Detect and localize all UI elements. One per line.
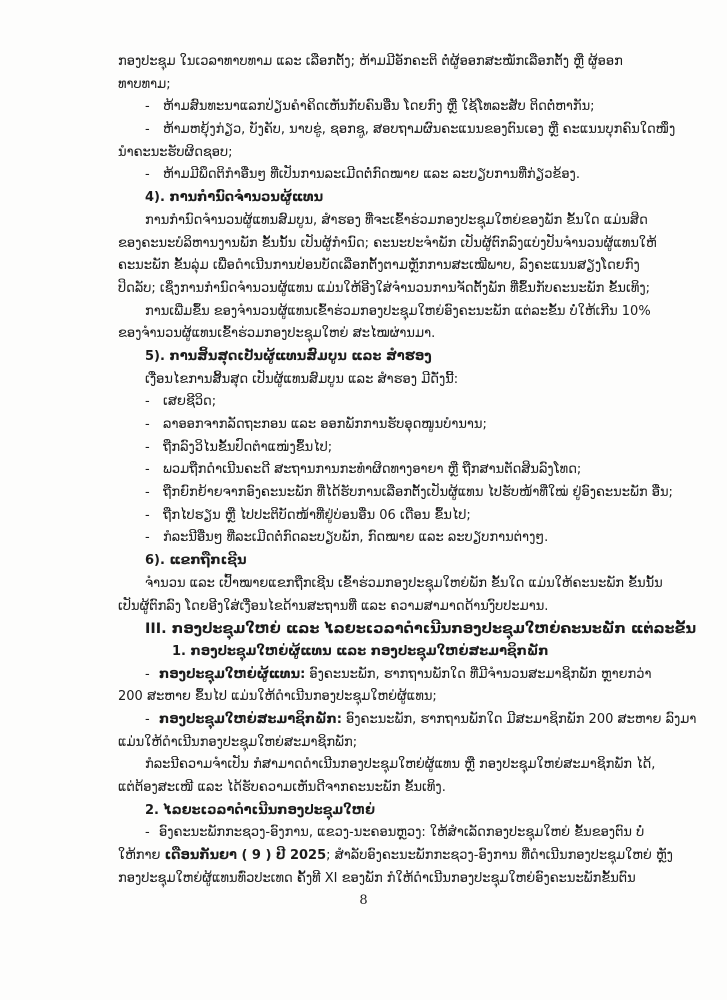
list-item-continuation: 200 ສະຫາຍ ຂຶ້ນໄປ ແມ່ນໃຫ້ດຳເນີນກອງປະຊຸມໃຫຍ່ຜູ້ແທນ; xyxy=(118,689,437,705)
paragraph-line: ເປັນຜູ້ຕົກລົງ ໂດຍອີງໃສ່ເງື່ອນໄຂດ້ານສະຖານທີ່ ແລະ ຄວາມສາມາດດ້ານງົບປະມານ. xyxy=(118,598,549,614)
list-item-text: ຖືກໄປຮຽນ ຫຼື ໄປປະຕິບັດໜ້າທີ່ຢູ່ບ່ອນອື່ນ 06 ເດືອນ ຂຶ້ນໄປ; xyxy=(163,507,471,523)
list-item-label: ກອງປະຊຸມໃຫຍ່ຜູ້ແທນ: xyxy=(159,666,306,682)
bullet-marker: - xyxy=(145,167,150,183)
list-item-text: ເສຍຊີວິດ; xyxy=(163,394,217,410)
list-item xyxy=(0,664,727,687)
list-item-text: ຖືກຍົກຍ້າຍຈາກອົງຄະນະພັກ ທີ່ໄດ້ຮັບການເລືອກຕັ້ງເປັນຜູ້ແທນ ໄປຮັບໜ້າທີ່ໃໝ່ ຢູ່ອົງຄະນະພັກ ອື່ນ; xyxy=(163,485,673,501)
list-item xyxy=(0,709,727,732)
deadline-date: ເດືອນກັນຍາ ( 9 ) ປີ 2025 xyxy=(164,848,327,864)
list-item-text: ລາອອກຈາກລັດຖະກອນ ແລະ ອອກພັກການຮັບອຸດໜູນບຳນານ; xyxy=(163,417,487,432)
list-item-text: ກໍລະນີອື່ນໆ ທີ່ລະເມີດຕໍ່ກົດລະບຽບພັກ, ກົດໝາຍ ແລະ ລະບຽບການຕ່າງໆ. xyxy=(163,530,549,546)
subsection-heading: 1. ກອງປະຊຸມໃຫຍ່ຜູ້ແທນ ແລະ ກອງປະຊຸມໃຫຍ່ສະມາຊິກພັກ xyxy=(172,643,549,659)
section-heading: 4). ການກຳນົດຈຳນວນຜູ້ແທນ xyxy=(145,190,324,206)
list-item-continuation: ແມ່ນໃຫ້ດຳເນີນກອງປະຊຸມໃຫຍ່ສະມາຊິກພັກ; xyxy=(118,734,358,750)
section-heading: 6). ແຂກຖືກເຊີນ xyxy=(145,553,247,569)
paragraph-line: ຂອງຈຳນວນຜູ້ແທນເຂົ້າຮ່ວມກອງປະຊຸມໃຫຍ່ ສະໄໝຜ່ານມາ. xyxy=(118,326,436,342)
paragraph-line: ການກຳນົດຈຳນວນຜູ້ແທນສົມບູນ, ສຳຮອງ ທີ່ຈະເຂົ້າຮ່ວມກອງປະຊຸມໃຫຍ່ຂອງພັກ ຂັ້ນໃດ ແມ່ນສິດ xyxy=(145,212,648,228)
list-item-text: ອົງຄະນະພັກ, ຮາກຖານພັກໃດ ທີ່ມີຈຳນວນສະມາຊິກພັກ ຫຼາຍກວ່າ xyxy=(305,666,652,682)
list-item-continuation xyxy=(0,845,727,868)
text-line: ກອງປະຊຸມ ໃນເວລາທາບທາມ ແລະ ເລືອກຕັ້ງ; ຫ້າມມີອັກຄະຕິ ຕໍ່ຜູ້ອອກສະໝັກເລືອກຕັ້ງ ຫຼື ຜູ້ອອກ xyxy=(118,54,623,69)
bullet-marker: - xyxy=(145,99,150,115)
list-item-label: ກອງປະຊຸມໃຫຍ່ສະມາຊິກພັກ: xyxy=(159,711,342,727)
paragraph-line: ປິດລັບ; ເຊິ່ງການກຳນົດຈຳນວນຜູ້ແທນ ແມ່ນໃຫ້ອີງໃສ່ຈຳນວນການຈັດຕັ້ງພັກ ທີ່ຂຶ້ນກັບຄະນະພັກ ຂັ້ນເທິງ; xyxy=(118,280,650,296)
bullet-marker: - xyxy=(145,439,150,455)
text-line: ທາບທາມ; xyxy=(118,76,171,92)
page-body xyxy=(0,51,727,913)
paragraph-line: ກໍລະນີຄວາມຈຳເປັນ ກໍສາມາດດຳເນີນກອງປະຊຸມໃຫຍ່ຜູ້ແທນ ຫຼື ກອງປະຊຸມໃຫຍ່ສະມາຊິກພັກ ໄດ້, xyxy=(145,757,656,773)
bullet-marker: - xyxy=(145,485,150,501)
list-item-text: ອົງຄະນະພັກ, ຮາກຖານພັກໃດ ມີສະມາຊິກພັກ 200 ສະຫາຍ ລົງມາ xyxy=(341,711,697,727)
list-item xyxy=(0,822,727,845)
list-item xyxy=(0,119,727,142)
list-item-text: ຫ້າມຫຍຸ້ງກ່ຽວ, ບັງຄັບ, ນາບຂູ່, ຊອກຊູ, ສອບຖາມຜົນຄະແນນຂອງຕົນເອງ ຫຼື ຄະແນນບຸກຄົນໃດໜຶ່ງ xyxy=(163,122,676,138)
list-item xyxy=(0,437,727,460)
bullet-marker: - xyxy=(145,530,150,546)
subsection-heading: 2. ໄລຍະເວລາດຳເນີນກອງປະຊຸມໃຫຍ່ xyxy=(145,802,376,818)
list-item-text: ຖືກລົງວິໄນຂັ້ນປົດຕຳແໜ່ງຂຶ້ນໄປ; xyxy=(163,439,333,455)
paragraph-line: ການເພີ່ມຂຶ້ນ ຂອງຈຳນວນຜູ້ແທນເຂົ້າຮ່ວມກອງປະຊຸມໃຫຍ່ອົງຄະນະພັກ ແຕ່ລະຂັ້ນ ບໍ່ໃຫ້ເກີນ 10% xyxy=(145,303,651,319)
list-item xyxy=(0,459,727,482)
list-item xyxy=(0,414,727,437)
list-item xyxy=(0,96,727,119)
list-item xyxy=(0,482,727,505)
paragraph-line: ເງື່ອນໄຂການສິ້ນສຸດ ເປັນຜູ້ແທນສົມບູນ ແລະ ສຳຮອງ ມີດັ່ງນີ້: xyxy=(145,371,459,387)
bullet-marker: - xyxy=(145,122,150,138)
bullet-marker: - xyxy=(145,825,150,841)
bullet-marker: - xyxy=(145,666,150,682)
bullet-marker: - xyxy=(145,462,150,478)
bullet-marker: - xyxy=(145,417,150,432)
page-number: 8 xyxy=(359,893,368,909)
paragraph-line: ຄະນະພັກ ຂັ້ນລຸ່ມ ເພື່ອດຳເນີນການປ່ອນບັດເລືອກຕັ້ງຕາມຫຼັກການສະເໝີພາບ, ລົງຄະແນນສຽງໂດຍກົງ xyxy=(118,258,640,274)
list-item xyxy=(0,527,727,550)
part-heading: III. ກອງປະຊຸມໃຫຍ່ ແລະ ໄລຍະເວລາດຳເນີນກອງປະຊຸມໃຫຍ່ຄະນະພັກ ແຕ່ລະຂັ້ນ xyxy=(145,621,697,638)
bullet-marker: - xyxy=(145,394,150,410)
list-item-continuation: ນຳຄະນະຮັບຜິດຊອບ; xyxy=(118,144,233,160)
list-item-text: ພວມຖືກດຳເນີນຄະດີ ສະຖານການກະທຳຜິດທາງອາຍາ ຫຼື ຖືກສານຕັດສິນລົງໂທດ; xyxy=(163,462,582,478)
list-item-continuation: ກອງປະຊຸມໃຫຍ່ຜູ້ແທນທົ່ວປະເທດ ຄັ້ງທີ XI ຂອງພັກ ກໍໃຫ້ດຳເນີນກອງປະຊຸມໃຫຍ່ອົງຄະນະພັກຂັ້ນຕົນ xyxy=(118,870,636,886)
text-fragment: ໃຫ້ກາຍ xyxy=(118,848,165,864)
bullet-marker: - xyxy=(145,507,150,523)
list-item-text: ຫ້າມມີພຶດຕິກຳອື່ນໆ ທີ່ເປັນການລະເມີດຕໍ່ກົດໝາຍ ແລະ ລະບຽບການທີ່ກ່ຽວຂ້ອງ. xyxy=(163,167,580,183)
paragraph-line: ຈຳນວນ ແລະ ເປົ້າໝາຍແຂກຖືກເຊີນ ເຂົ້າຮ່ວມກອງປະຊຸມໃຫຍ່ພັກ ຂັ້ນໃດ ແມ່ນໃຫ້ຄະນະພັກ ຂັ້ນນັ້ນ xyxy=(145,575,663,591)
list-item-text: ອົງຄະນະພັກກະຊວງ-ອົງການ, ແຂວງ-ນະຄອນຫຼວງ: ໃຫ້ສຳເລັດກອງປະຊຸມໃຫຍ່ ຂັ້ນຂອງຕົນ ບໍ່ xyxy=(159,825,645,841)
list-item-text: ຫ້າມສົນທະນາແລກປ່ຽນຄຳຄິດເຫັນກັບຄົນອື່ນ ໂດຍກົງ ຫຼື ໃຊ້ໂທລະສັບ ຕິດຕໍ່ຫາກັນ; xyxy=(163,99,595,115)
paragraph-line: ຂອງຄະນະບໍລິຫານງານພັກ ຂັ້ນນັ້ນ ເປັນຜູ້ກຳນົດ; ຄະນະປະຈຳພັກ ເປັນຜູ້ຕົກລົງແບ່ງປັນຈຳນວນຜູ້ແທນໃຫ້ xyxy=(118,235,657,251)
list-item xyxy=(0,164,727,187)
list-item xyxy=(0,391,727,414)
bullet-marker: - xyxy=(145,711,150,727)
paragraph-line: ແຕ່ຕ້ອງສະເໜີ ແລະ ໄດ້ຮັບຄວາມເຫັນດີຈາກຄະນະພັກ ຂັ້ນເທິງ. xyxy=(118,780,446,795)
list-item xyxy=(0,505,727,528)
text-fragment: ; ສຳລັບອົງຄະນະພັກກະຊວງ-ອົງການ ທີ່ດຳເນີນກອງປະຊຸມໃຫຍ່ ຫຼັງ xyxy=(326,848,673,864)
section-heading: 5). ການສິ້ນສຸດເປັນຜູ້ແທນສົມບູນ ແລະ ສຳຮອງ xyxy=(145,348,432,364)
